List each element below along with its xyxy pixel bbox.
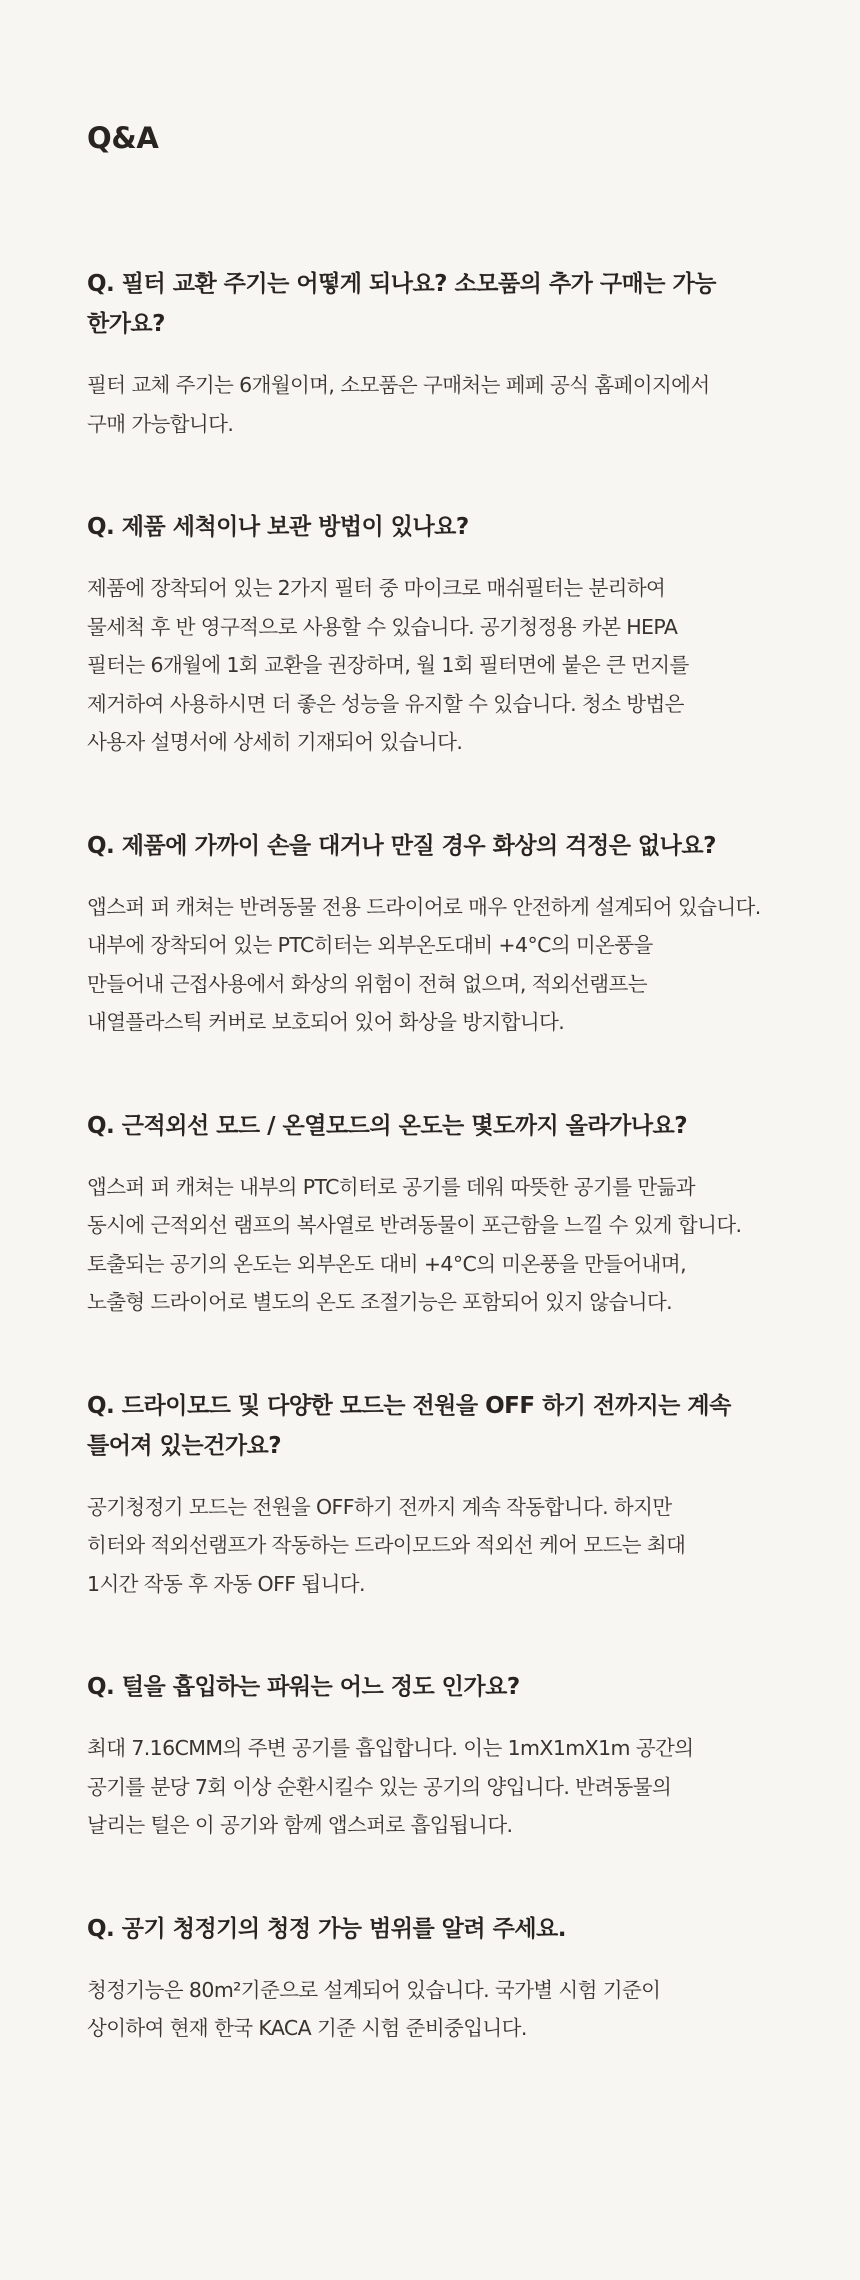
qa-answer-line: 필터 교체 주기는 6개월이며, 소모품은 구매처는 페페 공식 홈페이지에서 xyxy=(87,373,710,397)
qa-answer-line: 사용자 설명서에 상세히 기재되어 있습니다. xyxy=(87,730,463,754)
qa-answer-line: 앱스퍼 퍼 캐쳐는 내부의 PTC히터로 공기를 데워 따뜻한 공기를 만듦과 xyxy=(87,1174,695,1199)
qa-item xyxy=(87,1667,860,1845)
qa-answer xyxy=(87,1488,857,1604)
qa-question: Q. 제품 세척이나 보관 방법이 있나요? xyxy=(87,514,469,540)
qa-answer-line: 제거하여 사용하시면 더 좋은 성능을 유지할 수 있습니다. 청소 방법은 xyxy=(87,691,684,716)
qa-answer-line: 상이하여 현재 한국 KACA 기준 시험 준비중입니다. xyxy=(87,2016,527,2040)
qa-item xyxy=(87,826,860,1042)
qa-answer-line: 1시간 작동 후 자동 OFF 됩니다. xyxy=(87,1571,365,1596)
qa-answer xyxy=(87,1168,857,1322)
qa-question: Q. 제품에 가까이 손을 대거나 만질 경우 화상의 걱정은 없나요? xyxy=(87,832,716,859)
qa-answer-line: 날리는 털은 이 공기와 함께 앱스퍼로 흡입됩니다. xyxy=(87,1813,513,1837)
qa-answer xyxy=(87,888,857,1042)
qa-item xyxy=(87,1386,860,1604)
qa-item xyxy=(87,1106,860,1322)
qa-question: Q. 공기 청정기의 청정 가능 범위를 알려 주세요. xyxy=(87,1915,567,1942)
qa-answer-line: 동시에 근적외선 램프의 복사열로 반려동물이 포근함을 느낄 수 있게 합니다. xyxy=(87,1213,742,1237)
page-title: Q&A xyxy=(87,121,159,155)
qa-question: Q. 근적외선 모드 / 온열모드의 온도는 몇도까지 올라가나요? xyxy=(87,1112,688,1139)
qa-answer-line: 구매 가능합니다. xyxy=(87,411,234,436)
qa-answer xyxy=(87,1729,857,1845)
qa-item xyxy=(87,264,860,443)
qa-answer-line: 청정기능은 80m²기준으로 설계되어 있습니다. 국가별 시험 기준이 xyxy=(87,1977,661,2002)
qa-question: Q. 털을 흡입하는 파워는 어느 정도 인가요? xyxy=(87,1674,520,1700)
qa-answer-line: 히터와 적외선램프가 작동하는 드라이모드와 적외선 케어 모드는 최대 xyxy=(87,1533,686,1557)
qa-list xyxy=(87,264,860,2048)
qa-question: Q. 드라이모드 및 다양한 모드는 전원을 OFF 하기 전까지는 계속 틀어져 있는건가요? xyxy=(87,1392,731,1459)
qa-answer-line: 앱스퍼 퍼 캐쳐는 반려동물 전용 드라이어로 매우 안전하게 설계되어 있습니다. xyxy=(87,894,761,919)
qa-item xyxy=(87,1909,860,2048)
qa-answer-line: 필터는 6개월에 1회 교환을 권장하며, 월 1회 필터면에 붙은 큰 먼지를 xyxy=(87,653,689,677)
qa-answer xyxy=(87,366,857,443)
qa-answer-line: 내부에 장착되어 있는 PTC히터는 외부온도대비 +4°C의 미온풍을 xyxy=(87,933,653,957)
qa-question: Q. 필터 교환 주기는 어떻게 되나요? 소모품의 추가 구매는 가능한가요? xyxy=(87,271,716,337)
qa-item xyxy=(87,507,860,762)
qa-answer-line: 노출형 드라이어로 별도의 온도 조절기능은 포함되어 있지 않습니다. xyxy=(87,1290,673,1314)
qa-answer-line: 만들어내 근접사용에서 화상의 위험이 전혀 없으며, 적외선램프는 xyxy=(87,971,647,996)
qa-answer-line: 토출되는 공기의 온도는 외부온도 대비 +4°C의 미온풍을 만들어내며, xyxy=(87,1251,686,1276)
qa-answer xyxy=(87,1971,857,2048)
qa-answer-line: 공기청정기 모드는 전원을 OFF하기 전까지 계속 작동합니다. 하지만 xyxy=(87,1494,672,1519)
qa-answer-line: 내열플라스틱 커버로 보호되어 있어 화상을 방지합니다. xyxy=(87,1010,565,1034)
qa-answer-line: 물세척 후 반 영구적으로 사용할 수 있습니다. 공기청정용 카본 HEPA xyxy=(87,614,678,639)
qa-answer-line: 최대 7.16CMM의 주변 공기를 흡입합니다. 이는 1mX1mX1m 공간의 xyxy=(87,1736,694,1760)
qa-answer xyxy=(87,569,857,762)
qa-answer-line: 제품에 장착되어 있는 2가지 필터 중 마이크로 매쉬필터는 분리하여 xyxy=(87,576,666,600)
qa-answer-line: 공기를 분당 7회 이상 순환시킬수 있는 공기의 양입니다. 반려동물의 xyxy=(87,1774,672,1799)
